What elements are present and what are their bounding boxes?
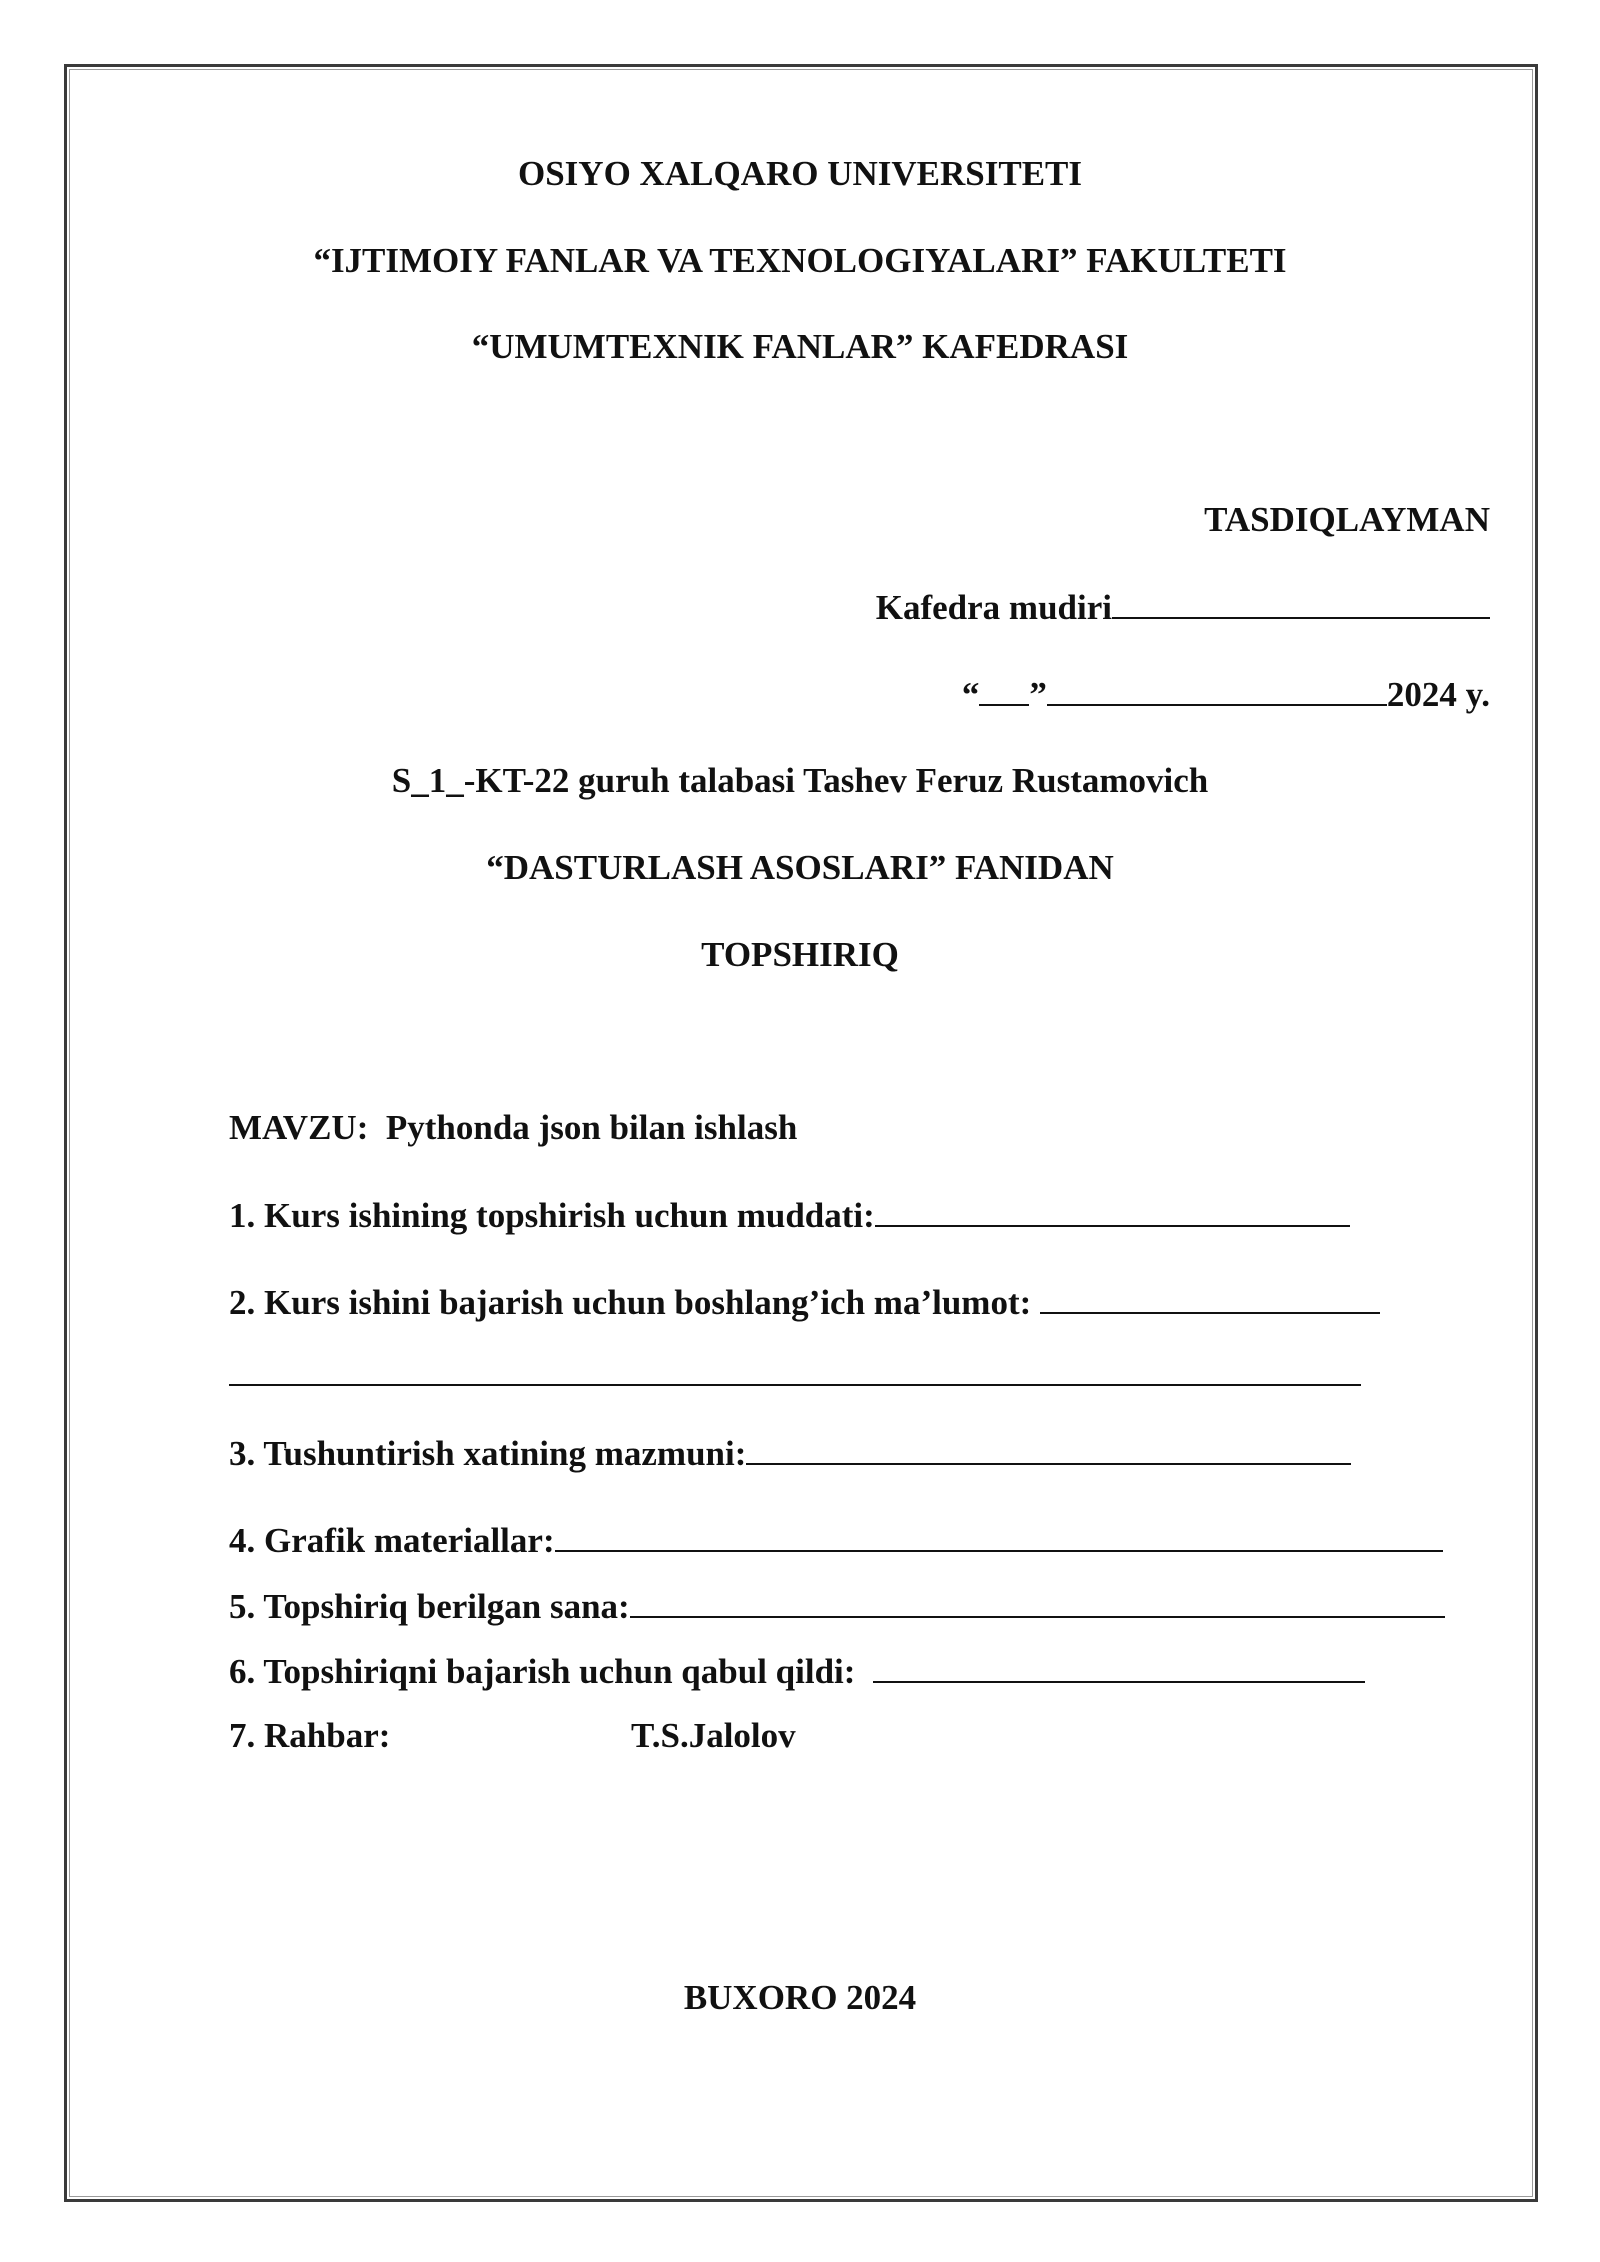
item-label: 2. Kurs ishini bajarish uchun boshlang’ich ma’lumot: bbox=[229, 1283, 1032, 1322]
topic-line bbox=[229, 1108, 797, 1148]
head-signature-blank bbox=[1112, 587, 1490, 619]
topic-label: MAVZU: bbox=[229, 1108, 369, 1147]
department-name: “UMUMTEXNIK FANLAR” KAFEDRASI bbox=[471, 327, 1129, 366]
item-label: 3. Tushuntirish xatining mazmuni: bbox=[229, 1434, 747, 1473]
item-2 bbox=[229, 1282, 1380, 1323]
place-year: BUXORO 2024 bbox=[683, 1978, 917, 2017]
day-blank bbox=[979, 674, 1029, 706]
item-label: 1. Kurs ishining topshirish uchun muddati: bbox=[229, 1196, 875, 1235]
item-blank bbox=[555, 1520, 1443, 1552]
item-blank bbox=[746, 1433, 1351, 1465]
university-name: OSIYO XALQARO UNIVERSITETI bbox=[517, 154, 1083, 193]
approval-year: 2024 y. bbox=[1386, 675, 1490, 714]
topic-value: Pythonda json bilan ishlash bbox=[385, 1108, 798, 1147]
item-3 bbox=[229, 1433, 1351, 1474]
item-blank bbox=[1040, 1282, 1380, 1314]
item-label: 7. Rahbar: bbox=[229, 1716, 391, 1755]
date-open-quote: “ bbox=[961, 675, 980, 714]
approval-title: TASDIQLAYMAN bbox=[1204, 500, 1490, 539]
month-blank bbox=[1047, 674, 1387, 706]
item-label: 6. Topshiriqni bajarish uchun qabul qildi: bbox=[229, 1652, 856, 1691]
supervisor-name: T.S.Jalolov bbox=[631, 1716, 796, 1755]
head-signature-line bbox=[876, 587, 1490, 628]
faculty-name: “IJTIMOIY FANLAR VA TEXNOLOGIYALARI” FAKULTETI bbox=[313, 241, 1287, 280]
head-label: Kafedra mudiri bbox=[875, 588, 1112, 627]
item-5 bbox=[229, 1586, 1445, 1627]
item-label: 4. Grafik materiallar: bbox=[229, 1521, 555, 1560]
item-1 bbox=[229, 1195, 1350, 1236]
date-close-quote: ” bbox=[1029, 675, 1047, 714]
item-4 bbox=[229, 1520, 1443, 1561]
item-6 bbox=[229, 1651, 1365, 1692]
approval-date-line bbox=[962, 674, 1490, 715]
student-line: S_1_-KT-22 guruh talabasi Tashev Feruz Rustamovich bbox=[391, 761, 1209, 800]
item-7 bbox=[229, 1716, 390, 1756]
item-blank bbox=[630, 1586, 1445, 1618]
subject-line: “DASTURLASH ASOSLARI” FANIDAN bbox=[486, 848, 1114, 887]
item-2-continuation-blank bbox=[229, 1384, 1361, 1386]
item-blank bbox=[873, 1651, 1365, 1683]
item-blank bbox=[875, 1195, 1350, 1227]
document-type: TOPSHIRIQ bbox=[701, 935, 899, 974]
item-label: 5. Topshiriq berilgan sana: bbox=[229, 1587, 630, 1626]
